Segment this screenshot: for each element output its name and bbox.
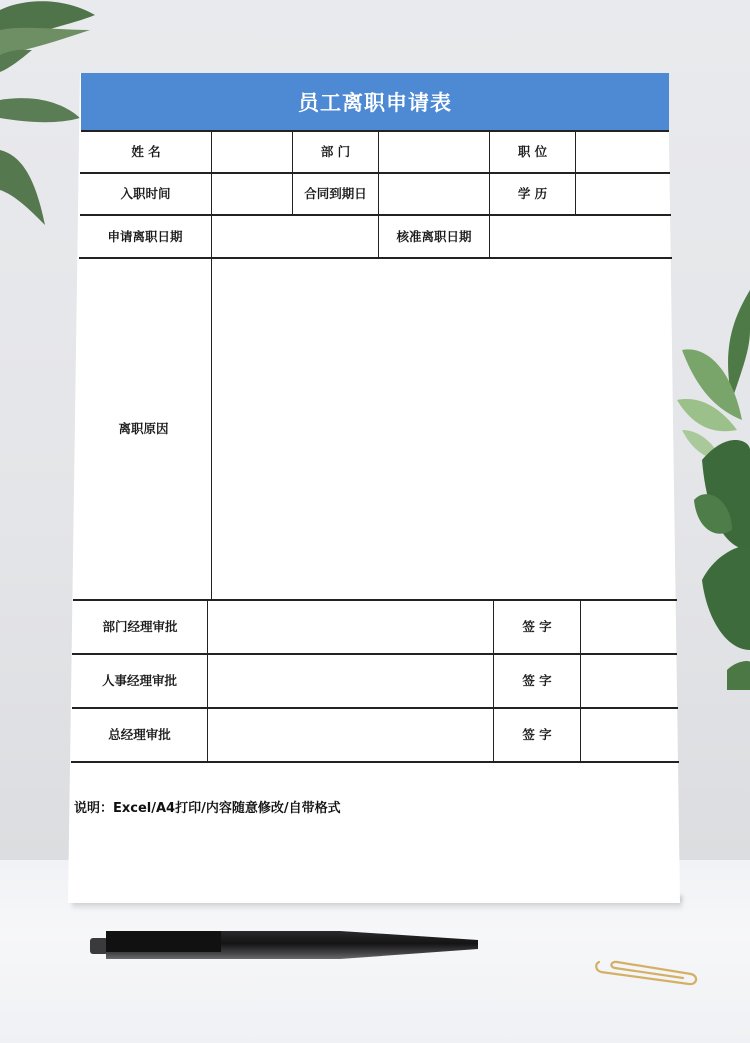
- gm-approval-field[interactable]: [209, 709, 493, 761]
- approved-date-label: 核准离职日期: [396, 228, 472, 244]
- education-field[interactable]: [577, 174, 670, 214]
- name-field[interactable]: [213, 132, 292, 172]
- reason-field[interactable]: [213, 259, 675, 599]
- dept-manager-approval-field[interactable]: [209, 601, 493, 653]
- form-title: 员工离职申请表: [81, 73, 669, 130]
- grid-line: [71, 761, 679, 763]
- paperclip-icon: [593, 956, 699, 986]
- hr-manager-sign-label: 签 字: [522, 673, 552, 688]
- hr-manager-approval-field[interactable]: [209, 655, 493, 707]
- dept-manager-approval-label: 部门经理审批: [102, 619, 178, 634]
- plant-leaves-right-icon: [672, 290, 750, 690]
- form-note: 说明：Excel/A4打印/内容随意修改/自带格式: [74, 801, 341, 816]
- hire-date-field[interactable]: [213, 174, 292, 214]
- department-field[interactable]: [380, 132, 489, 172]
- reason-label: 离职原因: [118, 421, 169, 436]
- contract-end-label: 合同到期日: [304, 186, 367, 201]
- education-label: 学 历: [517, 186, 548, 201]
- gm-sign-label: 签 字: [522, 727, 552, 742]
- contract-end-field[interactable]: [380, 174, 489, 214]
- dept-manager-signature-field[interactable]: [582, 601, 677, 653]
- position-field[interactable]: [577, 132, 669, 172]
- apply-date-field[interactable]: [213, 216, 378, 257]
- approved-date-field[interactable]: [491, 216, 671, 257]
- gm-approval-label: 总经理审批: [108, 727, 171, 742]
- pen-icon: [90, 928, 482, 964]
- dept-manager-sign-label: 签 字: [522, 619, 552, 634]
- department-label: 部 门: [320, 144, 351, 159]
- apply-date-label: 申请离职日期: [107, 228, 183, 244]
- hire-date-label: 入职时间: [120, 186, 171, 201]
- position-label: 职 位: [517, 144, 548, 159]
- name-label: 姓 名: [131, 144, 161, 159]
- hr-manager-signature-field[interactable]: [582, 655, 677, 707]
- hr-manager-approval-label: 人事经理审批: [101, 673, 177, 688]
- gm-signature-field[interactable]: [582, 709, 678, 761]
